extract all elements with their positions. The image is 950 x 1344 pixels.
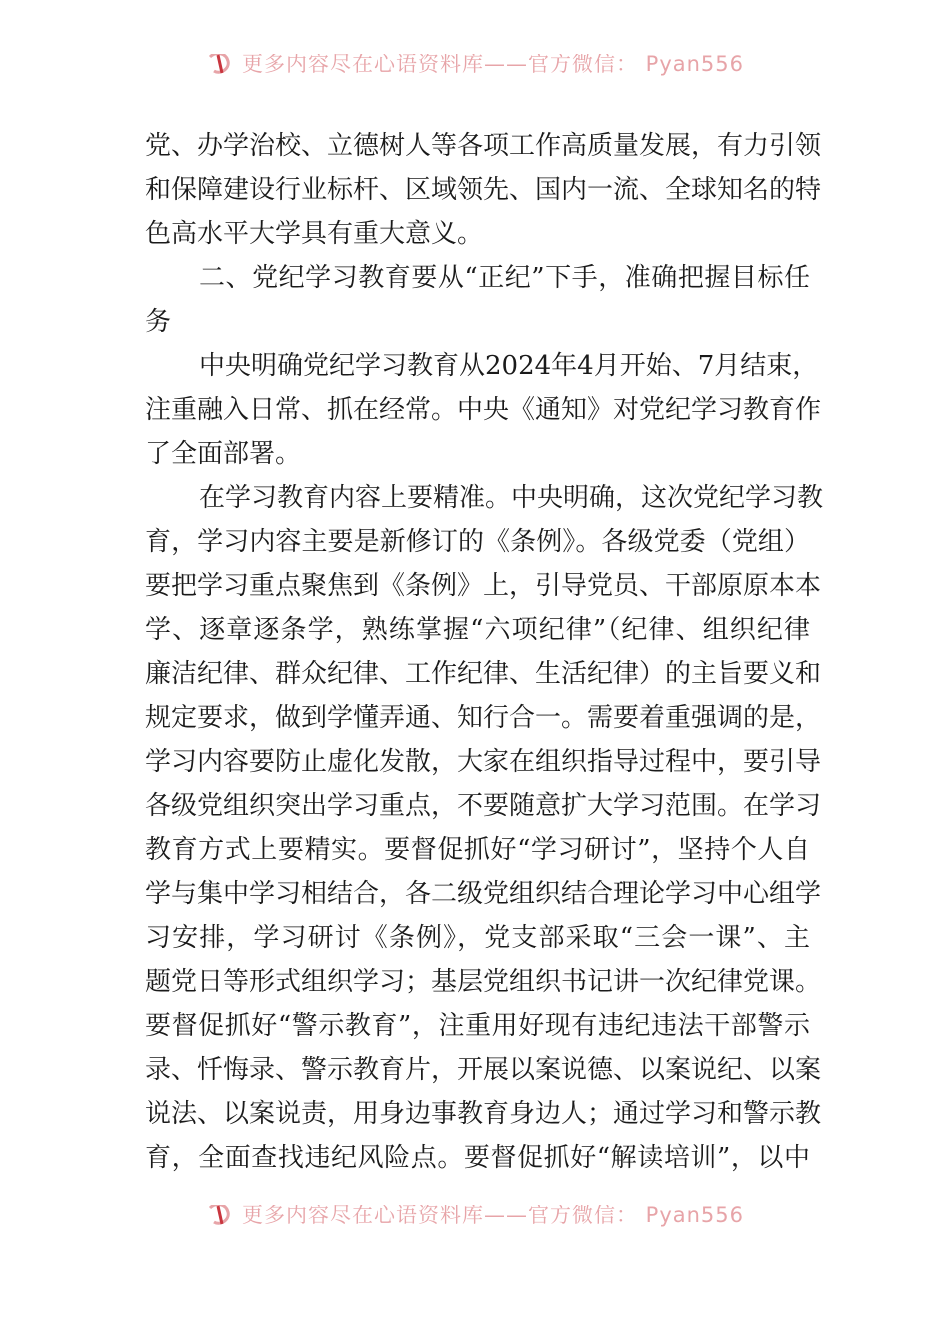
text-line: 务 <box>145 307 172 337</box>
watermark-text: 更多内容尽在心语资料库——官方微信： Pyan556 <box>241 54 745 76</box>
text-line: 注重融入日常、抓在经常。中央《通知》对党纪学习教育作 <box>145 395 822 425</box>
text-line: 育，学习内容主要是新修订的《条例》。各级党委（党组） <box>145 527 810 557</box>
text-line: 学与集中学习相结合，各二级党组织结合理论学习中心组学 <box>145 879 822 909</box>
paragraph <box>145 344 822 476</box>
text-line: 说法、以案说责，用身边事教育身边人；通过学习和警示教 <box>145 1099 822 1129</box>
text-line: 育，全面查找违纪风险点。要督促抓好“解读培训”，以中 <box>145 1143 810 1173</box>
text-line: 学、逐章逐条学，熟练掌握“六项纪律”（纪律、组织纪律 <box>145 615 810 645</box>
text-line: 规定要求，做到学懂弄通、知行合一。需要着重强调的是， <box>145 703 822 733</box>
text-line: 中央明确党纪学习教育从2024年4月开始、7月结束， <box>199 351 819 381</box>
text-line: 了全面部署。 <box>145 439 302 469</box>
text-line: 和保障建设行业标杆、区域领先、国内一流、全球知名的特 <box>145 175 822 205</box>
section-heading <box>145 256 810 344</box>
watermark-logo-icon <box>206 1205 234 1228</box>
watermark-logo-icon <box>206 54 234 77</box>
text-line: 要督促抓好“警示教育”，注重用好现有违纪违法干部警示 <box>145 1011 810 1041</box>
footer-watermark <box>0 1205 950 1237</box>
text-line: 教育方式上要精实。要督促抓好“学习研讨”，坚持个人自 <box>145 835 810 865</box>
text-line: 题党日等形式组织学习；基层党组织书记讲一次纪律党课。 <box>145 967 822 997</box>
watermark-text: 更多内容尽在心语资料库——官方微信： Pyan556 <box>241 1205 745 1227</box>
paragraph <box>145 476 824 1180</box>
text-line: 要把学习重点聚焦到《条例》上，引导党员、干部原原本本 <box>145 571 822 601</box>
text-line: 二、党纪学习教育要从“正纪”下手，准确把握目标任 <box>199 263 810 293</box>
text-line: 习安排，学习研讨《条例》，党支部采取“三会一课”、主 <box>145 923 810 953</box>
text-line: 学习内容要防止虚化发散，大家在组织指导过程中，要引导 <box>145 747 822 777</box>
text-line: 各级党组织突出学习重点，不要随意扩大学习范围。在学习 <box>145 791 822 821</box>
text-line: 在学习教育内容上要精准。中央明确，这次党纪学习教 <box>199 483 824 513</box>
header-watermark <box>0 54 950 86</box>
text-line: 录、忏悔录、警示教育片，开展以案说德、以案说纪、以案 <box>145 1055 822 1085</box>
text-line: 色高水平大学具有重大意义。 <box>145 219 484 249</box>
document-body <box>145 124 824 1180</box>
paragraph <box>145 124 822 256</box>
text-line: 廉洁纪律、群众纪律、工作纪律、生活纪律）的主旨要义和 <box>145 659 822 689</box>
text-line: 党、办学治校、立德树人等各项工作高质量发展，有力引领 <box>145 131 822 161</box>
